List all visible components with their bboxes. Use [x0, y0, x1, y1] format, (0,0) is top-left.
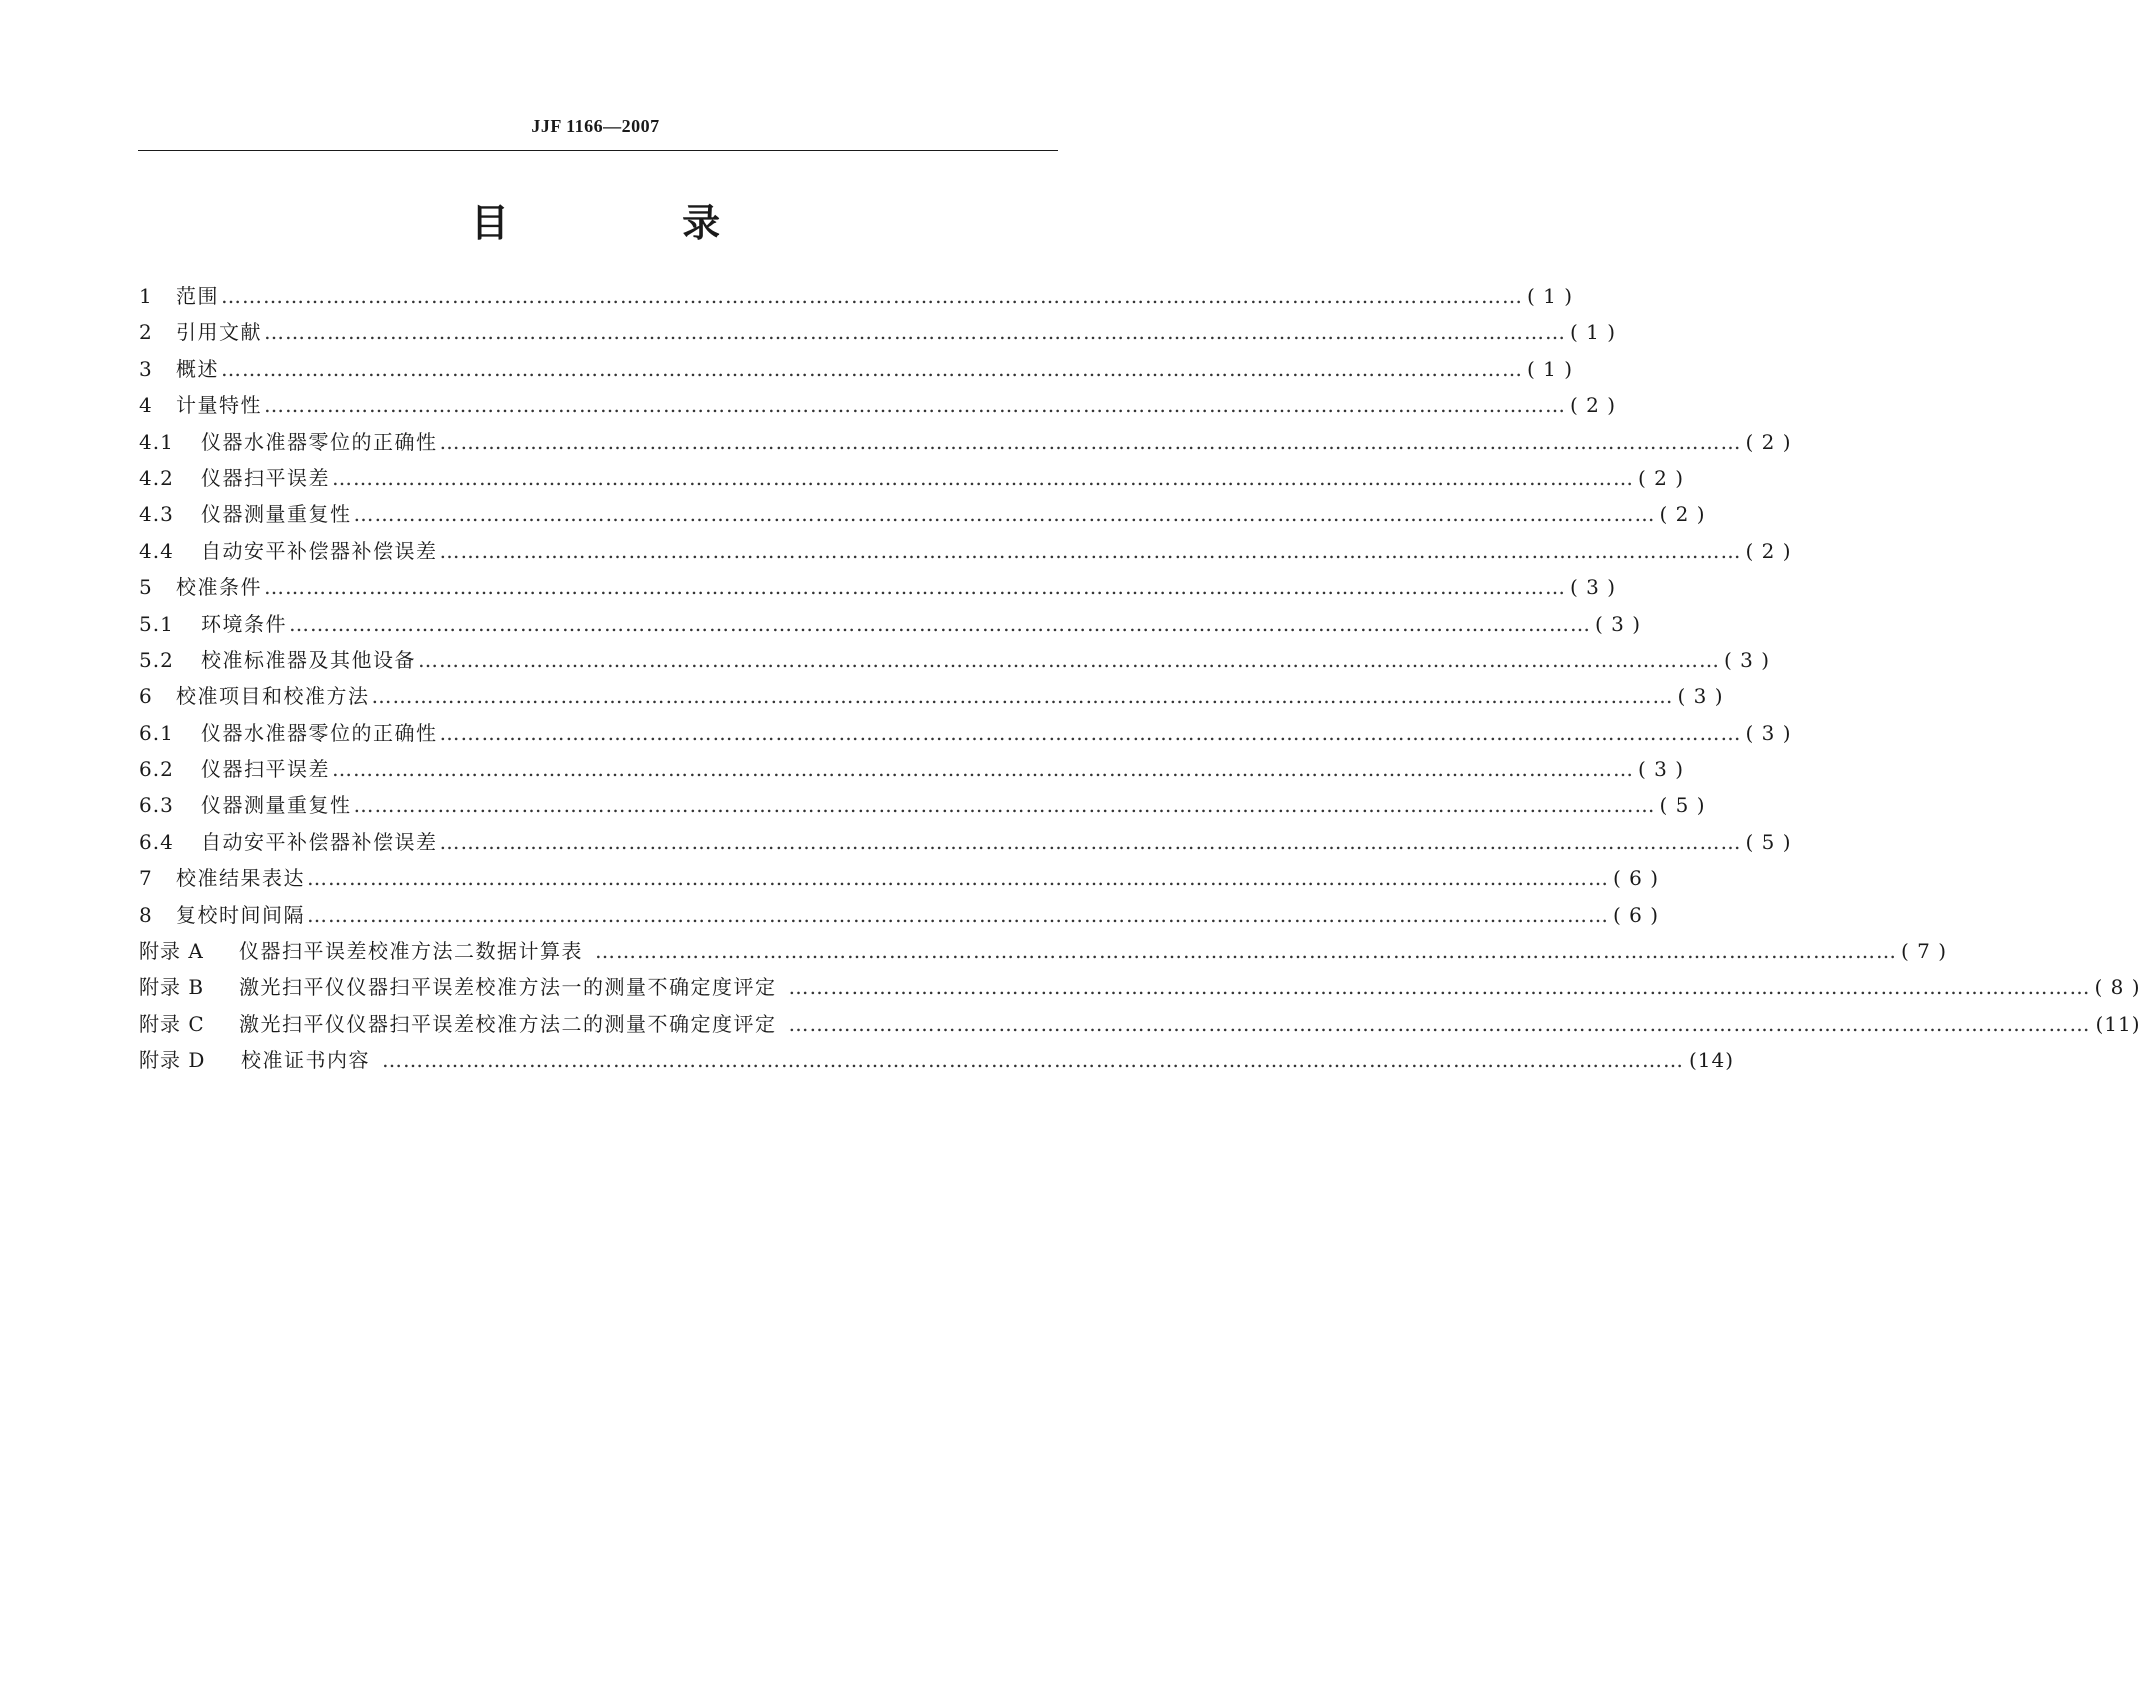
toc-leader: …………………………………………………………………………………………………………………………………………………………………… [418, 647, 1720, 672]
toc-number: 4.1 [139, 429, 174, 454]
toc-title: 复校时间间隔 [176, 902, 305, 927]
toc-leader: …………………………………………………………………………………………………………………………………………………………………… [264, 393, 1566, 418]
toc-number: 附录 A [139, 939, 204, 964]
toc-entry-5[interactable] [139, 569, 1617, 605]
toc-title: 范围 [176, 284, 219, 308]
page-title: 目 录 [470, 201, 801, 245]
toc-page: ( 2 ) [1745, 429, 1792, 454]
toc-leader: …………………………………………………………………………………………………………………………………………………………………… [353, 502, 1656, 527]
document-code: JJF 1166—2007 [531, 116, 660, 136]
toc-title: 仪器测量重复性 [201, 502, 352, 527]
toc-leader: …………………………………………………………………………………………………………………………………………………………………… [382, 1048, 1684, 1073]
toc-title: 自动安平补偿器补偿误差 [201, 829, 438, 854]
toc-number: 2 [139, 320, 153, 345]
toc-title: 校准条件 [176, 575, 262, 600]
toc-entry-6-2[interactable] [139, 751, 1685, 787]
toc-page: ( 5 ) [1659, 793, 1706, 818]
toc-entry-4[interactable] [139, 387, 1617, 423]
toc-number: 6.4 [139, 829, 174, 854]
toc-title: 激光扫平仪仪器扫平误差校准方法一的测量不确定度评定 [239, 975, 777, 1000]
toc-leader: …………………………………………………………………………………………………………………………………………………………………… [439, 720, 1742, 745]
toc-title: 校准项目和校准方法 [176, 684, 370, 709]
toc-title: 概述 [176, 356, 219, 381]
toc-entry-6-3[interactable] [139, 787, 1706, 823]
toc-number: 5 [139, 575, 153, 600]
toc-title: 校准证书内容 [241, 1048, 370, 1073]
toc-number: 4.3 [139, 502, 174, 527]
toc-page: (11) [2095, 1011, 2141, 1036]
toc-leader: …………………………………………………………………………………………………………………………………………………………………… [264, 575, 1566, 600]
toc-entry-1[interactable] [139, 278, 1574, 314]
toc-page: ( 2 ) [1745, 538, 1792, 563]
toc-number: 8 [139, 902, 153, 927]
toc-page: ( 2 ) [1638, 465, 1685, 490]
toc-number: 1 [139, 284, 153, 308]
toc-leader: …………………………………………………………………………………………………………………………………………………………………… [332, 465, 1634, 490]
toc-page: (14) [1688, 1048, 1734, 1073]
toc-title: 环境条件 [201, 611, 287, 636]
toc-title: 自动安平补偿器补偿误差 [201, 538, 438, 563]
toc-page: ( 3 ) [1595, 611, 1642, 636]
toc-page: ( 8 ) [2094, 975, 2141, 1000]
toc-number: 6 [139, 684, 153, 709]
toc-leader: …………………………………………………………………………………………………………………………………………………………………… [788, 1011, 2091, 1036]
toc-page: ( 6 ) [1613, 866, 1660, 891]
toc-page: ( 3 ) [1677, 684, 1724, 709]
toc-entry-appendix-a[interactable] [139, 933, 1948, 969]
toc-title: 引用文献 [176, 320, 262, 345]
toc-leader: …………………………………………………………………………………………………………………………………………………………………… [264, 320, 1566, 345]
toc-page: ( 7 ) [1901, 939, 1948, 964]
toc-number: 4.2 [139, 465, 174, 490]
toc-number: 4.4 [139, 538, 174, 563]
toc-page: ( 5 ) [1745, 829, 1792, 854]
toc-leader: …………………………………………………………………………………………………………………………………………………………………… [439, 829, 1742, 854]
toc-page: ( 1 ) [1527, 356, 1574, 381]
toc-title: 计量特性 [176, 393, 262, 418]
header-rule [138, 150, 1058, 151]
toc-leader: …………………………………………………………………………………………………………………………………………………………………… [788, 975, 2091, 1000]
toc-number: 6.1 [139, 720, 174, 745]
toc-leader: …………………………………………………………………………………………………………………………………………………………………… [371, 684, 1674, 709]
toc-leader: …………………………………………………………………………………………………………………………………………………………………… [289, 611, 1591, 636]
toc-page: ( 2 ) [1570, 393, 1617, 418]
toc-entry-6-4[interactable] [139, 824, 1792, 860]
toc-entry-appendix-c[interactable] [139, 1006, 2141, 1042]
toc-page: ( 2 ) [1659, 502, 1706, 527]
toc-page: ( 3 ) [1745, 720, 1792, 745]
toc-title: 激光扫平仪仪器扫平误差校准方法二的测量不确定度评定 [239, 1011, 777, 1036]
toc-leader: …………………………………………………………………………………………………………………………………………………………………… [353, 793, 1656, 818]
toc-entry-5-2[interactable] [139, 642, 1771, 678]
toc-number: 6.2 [139, 757, 174, 782]
toc-number: 4 [139, 393, 153, 418]
toc-leader: …………………………………………………………………………………………………………………………………………………………………… [332, 757, 1634, 782]
toc-title: 仪器扫平误差 [201, 465, 330, 490]
toc-leader: …………………………………………………………………………………………………………………………………………………………………… [595, 939, 1897, 964]
toc-leader: …………………………………………………………………………………………………………………………………………………………………… [439, 538, 1742, 563]
toc-leader: …………………………………………………………………………………………………………………………………………………………………… [221, 356, 1523, 381]
toc-title: 仪器扫平误差校准方法二数据计算表 [239, 939, 583, 964]
toc-page: ( 1 ) [1527, 284, 1574, 308]
toc-entry-4-4[interactable] [139, 533, 1792, 569]
toc-entry-2[interactable] [139, 314, 1617, 350]
toc-number: 附录 B [139, 975, 205, 1000]
toc-leader: …………………………………………………………………………………………………………………………………………………………………… [307, 866, 1609, 891]
toc-entry-4-1[interactable] [139, 424, 1792, 460]
toc-title: 校准标准器及其他设备 [201, 647, 416, 672]
toc-number: 7 [139, 866, 153, 891]
toc-entry-5-1[interactable] [139, 606, 1642, 642]
toc-page: ( 3 ) [1570, 575, 1617, 600]
toc-number: 6.3 [139, 793, 174, 818]
toc-number: 3 [139, 356, 153, 381]
toc-title: 仪器扫平误差 [201, 757, 330, 782]
table-of-contents [139, 278, 2141, 1079]
toc-leader: …………………………………………………………………………………………………………………………………………………………………… [221, 284, 1523, 308]
toc-entry-6[interactable] [139, 678, 1724, 714]
toc-page: ( 3 ) [1638, 757, 1685, 782]
toc-page: ( 1 ) [1570, 320, 1617, 345]
toc-page: ( 6 ) [1613, 902, 1660, 927]
toc-number: 附录 D [139, 1048, 206, 1073]
toc-number: 附录 C [139, 1011, 205, 1036]
toc-entry-4-3[interactable] [139, 496, 1706, 532]
toc-entry-appendix-b[interactable] [139, 969, 2141, 1005]
toc-entry-6-1[interactable] [139, 715, 1792, 751]
toc-entry-3[interactable] [139, 351, 1574, 387]
toc-number: 5.1 [139, 611, 174, 636]
toc-leader: …………………………………………………………………………………………………………………………………………………………………… [439, 429, 1742, 454]
toc-entry-7[interactable] [139, 860, 1660, 896]
toc-title: 仪器水准器零位的正确性 [201, 429, 438, 454]
toc-title: 仪器水准器零位的正确性 [201, 720, 438, 745]
toc-page: ( 3 ) [1724, 647, 1771, 672]
toc-title: 仪器测量重复性 [201, 793, 352, 818]
toc-entry-4-2[interactable] [139, 460, 1685, 496]
toc-entry-appendix-d[interactable] [139, 1042, 1734, 1078]
toc-entry-8[interactable] [139, 897, 1660, 933]
toc-title: 校准结果表达 [176, 866, 305, 891]
toc-number: 5.2 [139, 647, 174, 672]
toc-leader: …………………………………………………………………………………………………………………………………………………………………… [307, 902, 1609, 927]
